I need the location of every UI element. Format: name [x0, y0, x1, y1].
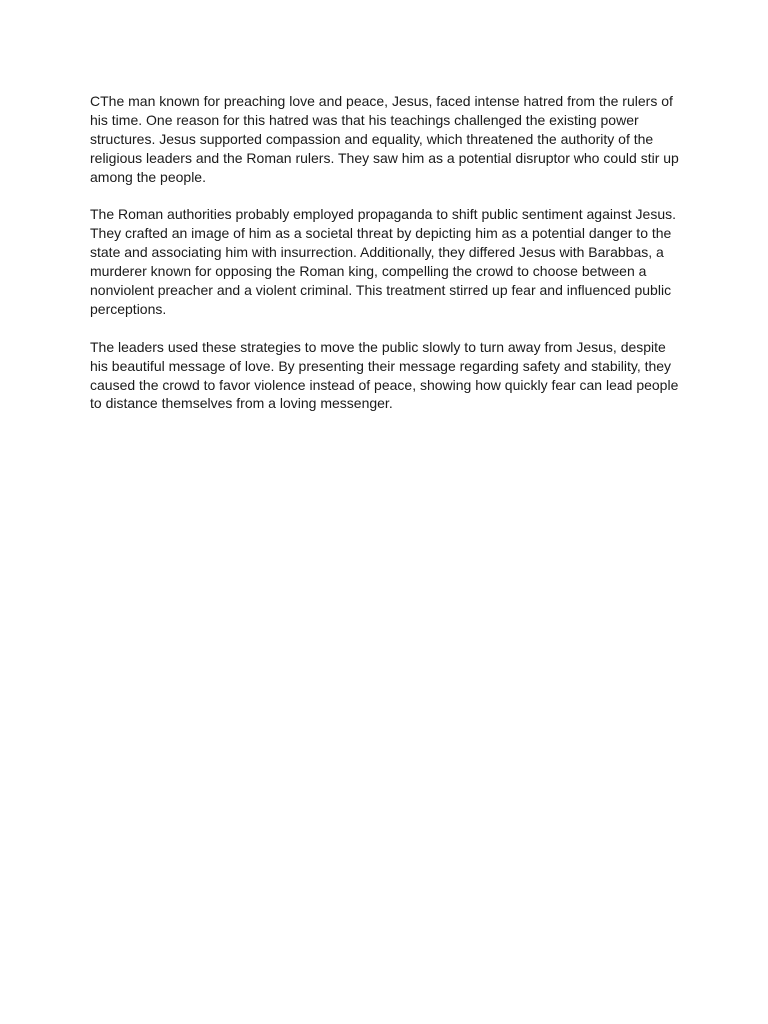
document-body — [90, 92, 680, 432]
paragraph-1: CThe man known for preaching love and peace, Jesus, faced intense hatred from the rulers of his time. One reason for this hatred was that his teachings challenged the existing power structures. Jesus supported compassion and equality, which threatened the authority of the religious leaders and the Roman rulers. They saw him as a potential disruptor who could stir up among the people. — [90, 93, 679, 185]
paragraph-3: The leaders used these strategies to move the public slowly to turn away from Jesus, despite his beautiful message of love. By presenting their message regarding safety and stability, they caused the crowd to favor violence instead of peace, showing how quickly fear can lead people to distance themselves from a loving messenger. — [90, 338, 679, 412]
paragraph-2: The Roman authorities probably employed propaganda to shift public sentiment against Jesus. They crafted an image of him as a societal threat by depicting him as a potential danger to the state and associating him with insurrection. Additionally, they differed Jesus with Barabbas, a murderer known for opposing the Roman king, compelling the crowd to choose between a nonviolent preacher and a violent criminal. This treatment stirred up fear and influenced public perceptions. — [90, 206, 677, 317]
